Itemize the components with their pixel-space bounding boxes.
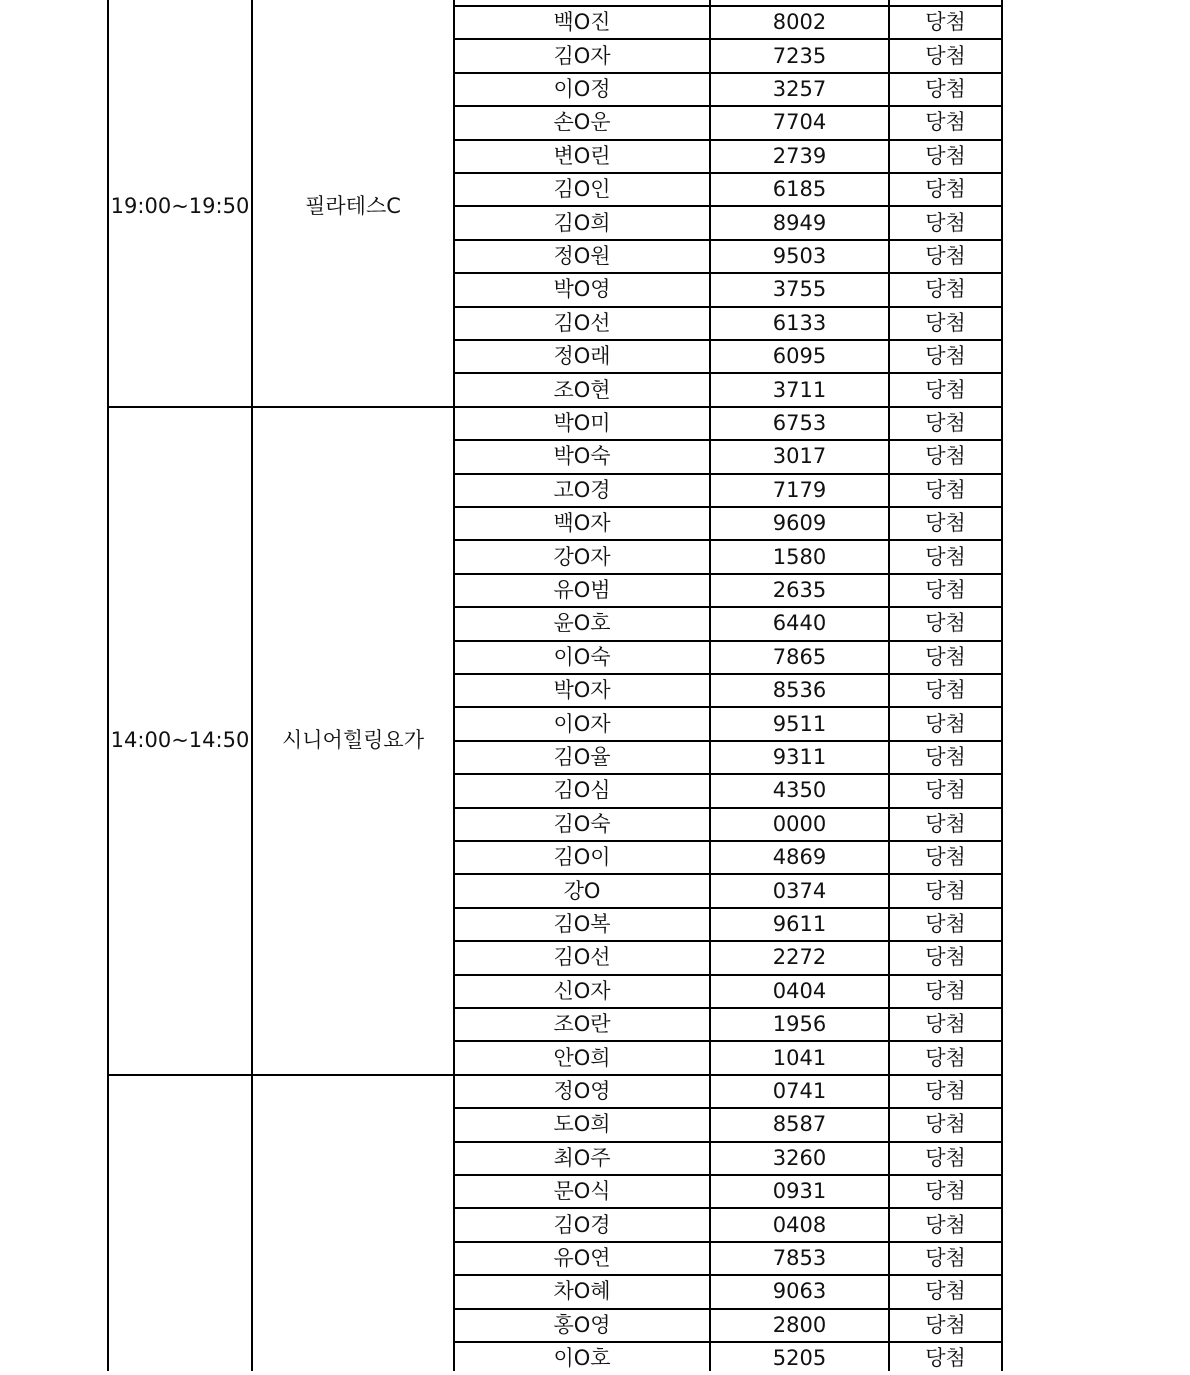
phone-suffix-cell: 9611 <box>772 911 827 936</box>
result-status-cell: 당첨 <box>925 210 966 235</box>
result-status-cell: 당첨 <box>925 410 966 435</box>
winner-name-cell: 백O진 <box>553 10 611 35</box>
winner-name-cell: 김O율 <box>553 744 611 769</box>
phone-suffix-cell: 0741 <box>772 1078 827 1103</box>
phone-suffix-cell: 5205 <box>772 1346 827 1371</box>
result-status-cell: 당첨 <box>925 1312 966 1337</box>
result-status-cell: 당첨 <box>925 444 966 469</box>
winner-name-cell: 이O자 <box>553 711 611 736</box>
phone-suffix-cell: 4350 <box>772 778 827 803</box>
result-status-cell: 당첨 <box>925 143 966 168</box>
winner-name-cell: 정O원 <box>553 243 611 268</box>
result-status-cell: 당첨 <box>925 310 966 335</box>
winner-name-cell: 이O숙 <box>553 644 611 669</box>
winner-name-cell: 신O자 <box>553 978 611 1003</box>
winner-name-cell: 최O주 <box>553 1145 611 1170</box>
winner-name-cell: 김O인 <box>553 177 611 202</box>
phone-suffix-cell: 2800 <box>772 1312 827 1337</box>
winner-name-cell: 김O희 <box>553 210 611 235</box>
winner-name-cell: 문O식 <box>553 1179 611 1204</box>
result-status-cell: 당첨 <box>925 845 966 870</box>
phone-suffix-cell: 0000 <box>772 811 827 836</box>
result-status-cell: 당첨 <box>925 344 966 369</box>
phone-suffix-cell: 9609 <box>772 511 827 536</box>
winner-name-cell: 이O호 <box>553 1346 611 1371</box>
winner-name-cell: 김O숙 <box>553 811 611 836</box>
winner-name-cell: 강O자 <box>553 544 611 569</box>
result-status-cell: 당첨 <box>925 644 966 669</box>
winner-name-cell: 이O정 <box>553 76 611 101</box>
result-status-cell: 당첨 <box>925 978 966 1003</box>
phone-suffix-cell: 9063 <box>772 1279 827 1304</box>
winner-name-cell: 박O숙 <box>553 444 611 469</box>
phone-suffix-cell: 7235 <box>772 43 827 68</box>
phone-suffix-cell: 6133 <box>772 310 827 335</box>
result-status-cell: 당첨 <box>925 1279 966 1304</box>
result-status-cell: 당첨 <box>925 10 966 35</box>
phone-suffix-cell: 4869 <box>772 845 827 870</box>
result-status-cell: 당첨 <box>925 43 966 68</box>
result-status-cell: 당첨 <box>925 945 966 970</box>
program-name-cell: 시니어힐링요가 <box>281 728 424 753</box>
phone-suffix-cell: 8536 <box>772 678 827 703</box>
result-status-cell: 당첨 <box>925 1012 966 1037</box>
result-status-cell: 당첨 <box>925 243 966 268</box>
result-status-cell: 당첨 <box>925 778 966 803</box>
result-status-cell: 당첨 <box>925 544 966 569</box>
phone-suffix-cell: 1041 <box>772 1045 827 1070</box>
winner-name-cell: 강O <box>563 878 601 903</box>
winner-name-cell: 김O선 <box>553 945 611 970</box>
result-status-cell: 당첨 <box>925 911 966 936</box>
phone-suffix-cell: 2739 <box>772 143 827 168</box>
winner-name-cell: 윤O호 <box>553 611 611 636</box>
winner-name-cell: 변O린 <box>553 143 611 168</box>
phone-suffix-cell: 9503 <box>772 243 827 268</box>
winner-name-cell: 안O희 <box>553 1045 611 1070</box>
result-status-cell: 당첨 <box>925 177 966 202</box>
phone-suffix-cell: 3711 <box>772 377 827 402</box>
phone-suffix-cell: 0374 <box>772 878 827 903</box>
time-slot-cell <box>108 1075 252 1371</box>
phone-suffix-cell: 8002 <box>772 10 827 35</box>
phone-suffix-cell: 3017 <box>772 444 827 469</box>
winner-name-cell: 고O경 <box>553 477 611 502</box>
phone-suffix-cell: 1956 <box>772 1012 827 1037</box>
phone-suffix-cell: 0408 <box>772 1212 827 1237</box>
program-name-cell <box>252 1075 454 1371</box>
phone-suffix-cell: 9511 <box>772 711 827 736</box>
phone-suffix-cell: 0404 <box>772 978 827 1003</box>
result-status-cell: 당첨 <box>925 1045 966 1070</box>
winner-name-cell: 정O영 <box>553 1078 611 1103</box>
phone-suffix-cell: 9311 <box>772 744 827 769</box>
result-status-cell: 당첨 <box>925 477 966 502</box>
result-status-cell: 당첨 <box>925 277 966 302</box>
phone-suffix-cell: 8949 <box>772 210 827 235</box>
winner-name-cell: 김O선 <box>553 310 611 335</box>
phone-suffix-cell: 2272 <box>772 945 827 970</box>
result-status-cell: 당첨 <box>925 1179 966 1204</box>
phone-suffix-cell: 6440 <box>772 611 827 636</box>
result-status-cell: 당첨 <box>925 577 966 602</box>
phone-suffix-cell: 7179 <box>772 477 827 502</box>
winner-name-cell: 손O운 <box>553 110 611 135</box>
winner-name-cell: 김O경 <box>553 1212 611 1237</box>
result-status-cell: 당첨 <box>925 744 966 769</box>
result-status-cell: 당첨 <box>925 1346 966 1371</box>
result-status-cell: 당첨 <box>925 1212 966 1237</box>
winner-name-cell: 박O영 <box>553 277 611 302</box>
phone-suffix-cell: 6095 <box>772 344 827 369</box>
result-status-cell: 당첨 <box>925 1145 966 1170</box>
phone-suffix-cell: 2635 <box>772 577 827 602</box>
result-status-cell: 당첨 <box>925 878 966 903</box>
winner-name-cell: 김O자 <box>553 43 611 68</box>
phone-suffix-cell: 6185 <box>772 177 827 202</box>
winner-name-cell: 백O자 <box>553 511 611 536</box>
winner-name-cell: 도O희 <box>553 1112 611 1137</box>
result-status-cell: 당첨 <box>925 711 966 736</box>
phone-suffix-cell: 7865 <box>772 644 827 669</box>
result-status-cell: 당첨 <box>925 377 966 402</box>
phone-suffix-cell: 8587 <box>772 1112 827 1137</box>
winner-name-cell: 김O심 <box>553 778 611 803</box>
winner-name-cell: 조O란 <box>553 1012 611 1037</box>
phone-suffix-cell: 7853 <box>772 1245 827 1270</box>
result-status-cell: 당첨 <box>925 811 966 836</box>
result-status-cell: 당첨 <box>925 110 966 135</box>
winner-name-cell: 차O혜 <box>553 1279 611 1304</box>
phone-suffix-cell: 0931 <box>772 1179 827 1204</box>
result-status-cell: 당첨 <box>925 1112 966 1137</box>
winner-name-cell: 정O래 <box>553 344 611 369</box>
phone-suffix-cell: 7704 <box>772 110 827 135</box>
result-status-cell: 당첨 <box>925 1078 966 1103</box>
winner-name-cell: 김O이 <box>553 845 611 870</box>
result-status-cell: 당첨 <box>925 678 966 703</box>
winner-name-cell: 홍O영 <box>553 1312 611 1337</box>
winner-name-cell: 박O미 <box>553 410 611 435</box>
winner-name-cell: 유O범 <box>553 577 611 602</box>
phone-suffix-cell: 3260 <box>772 1145 827 1170</box>
result-status-cell: 당첨 <box>925 611 966 636</box>
winner-name-cell: 박O자 <box>553 678 611 703</box>
program-name-cell: 필라테스C <box>305 193 401 218</box>
phone-suffix-cell: 1580 <box>772 544 827 569</box>
phone-suffix-cell: 6753 <box>772 410 827 435</box>
result-status-cell: 당첨 <box>925 76 966 101</box>
winner-name-cell: 유O연 <box>553 1245 611 1270</box>
winner-name-cell: 조O현 <box>553 377 611 402</box>
phone-suffix-cell: 3755 <box>772 277 827 302</box>
time-slot-cell: 14:00~14:50 <box>110 728 250 753</box>
phone-suffix-cell: 3257 <box>772 76 827 101</box>
winner-name-cell: 김O복 <box>553 911 611 936</box>
result-status-cell: 당첨 <box>925 511 966 536</box>
time-slot-cell: 19:00~19:50 <box>110 193 250 218</box>
result-status-cell: 당첨 <box>925 1245 966 1270</box>
